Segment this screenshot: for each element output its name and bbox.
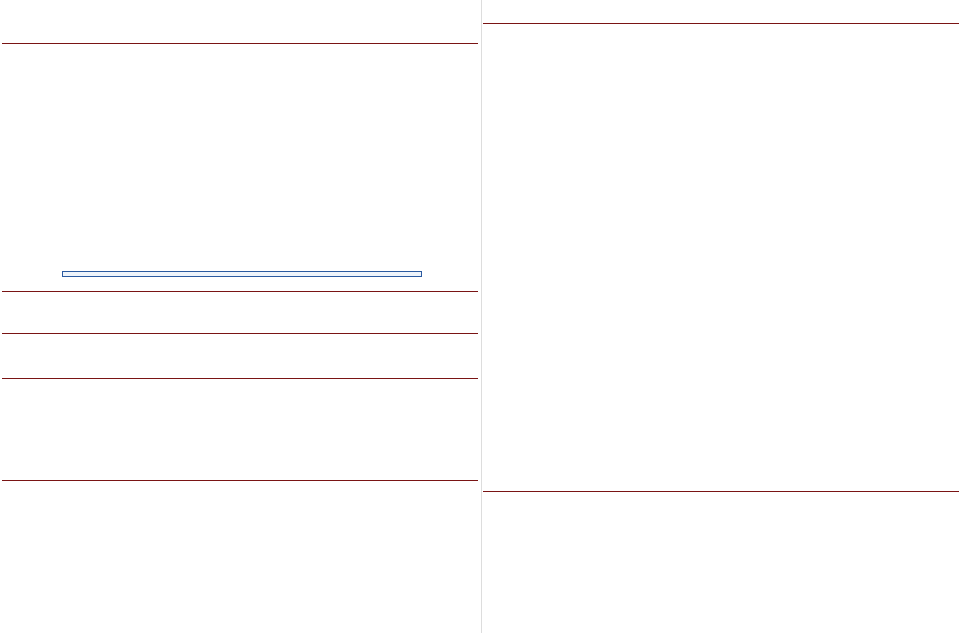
standings-cell <box>341 100 388 108</box>
review-cell <box>138 200 172 208</box>
subs-title <box>483 491 959 492</box>
standings-row <box>2 75 239 83</box>
review-cell <box>70 183 104 191</box>
review-cell <box>274 233 308 241</box>
review-cell <box>70 174 104 182</box>
review-cell <box>444 208 478 216</box>
standings-cell <box>246 117 293 125</box>
review-cell <box>104 216 138 224</box>
review-cell <box>342 191 376 199</box>
review-cell <box>138 216 172 224</box>
review-cell <box>70 216 104 224</box>
review-cell <box>444 183 478 191</box>
standings-cell <box>179 83 209 91</box>
review-cell <box>308 225 342 233</box>
review-cell <box>308 183 342 191</box>
review-cell <box>2 208 36 216</box>
review-cell <box>274 174 308 182</box>
review-cell <box>410 183 444 191</box>
review-row <box>2 208 478 216</box>
review-cell <box>36 216 70 224</box>
standings-cell <box>246 92 293 100</box>
review-cell <box>2 191 36 199</box>
review-cell <box>2 183 36 191</box>
review-cell <box>240 208 274 216</box>
standings-cell <box>293 108 340 116</box>
review-cell <box>342 174 376 182</box>
review-header-row <box>2 166 478 174</box>
standings-cell <box>246 75 293 83</box>
review-header <box>308 166 342 174</box>
review-cell <box>138 174 172 182</box>
standings-cell <box>209 100 239 108</box>
standings-cell <box>149 83 179 91</box>
review-cell <box>376 233 410 241</box>
standings-cell <box>209 92 239 100</box>
review-cell <box>376 216 410 224</box>
standings-cell <box>2 117 51 125</box>
review-cell <box>308 200 342 208</box>
standings-row <box>246 92 478 100</box>
standings-cell <box>100 117 149 125</box>
review-header <box>444 166 478 174</box>
review-header <box>138 166 172 174</box>
standings-cell <box>179 75 209 83</box>
review-cell <box>206 183 240 191</box>
standings-cell <box>51 83 100 91</box>
standings-row <box>2 92 239 100</box>
review-header <box>240 166 274 174</box>
review-cell <box>70 208 104 216</box>
review-cell <box>206 200 240 208</box>
standings-cell <box>448 66 478 74</box>
review-cell <box>70 225 104 233</box>
review-cell <box>206 216 240 224</box>
ind-high-women <box>302 305 346 329</box>
col-num <box>293 58 340 66</box>
review-cell <box>444 191 478 199</box>
review-cell <box>274 183 308 191</box>
review-cell <box>36 200 70 208</box>
review-cell <box>104 233 138 241</box>
messages-box <box>62 271 422 277</box>
standings-cell <box>209 108 239 116</box>
review-header <box>274 166 308 174</box>
standings-cell <box>293 100 340 108</box>
ind-high-entry <box>50 313 94 321</box>
standings-cell <box>100 108 149 116</box>
standings-cell <box>2 83 51 91</box>
standings-right-table <box>246 58 478 134</box>
review-cell <box>240 216 274 224</box>
review-cell <box>410 233 444 241</box>
review-cell <box>410 200 444 208</box>
review-cell <box>172 174 206 182</box>
review-cell <box>138 183 172 191</box>
review-cell <box>410 216 444 224</box>
standings-cell <box>149 125 179 133</box>
standings-cell <box>51 75 100 83</box>
standings-row <box>246 83 478 91</box>
standings-cell <box>388 75 418 83</box>
standings-cell <box>2 108 51 116</box>
review-cell <box>172 225 206 233</box>
review-cell <box>274 216 308 224</box>
standings-row <box>246 75 478 83</box>
standings-cell <box>246 83 293 91</box>
standings-row <box>246 117 478 125</box>
standings-cell <box>341 117 388 125</box>
review-row <box>2 183 478 191</box>
review-cell <box>342 225 376 233</box>
review-cell <box>308 191 342 199</box>
standings-cell <box>149 100 179 108</box>
standings-cell <box>2 100 51 108</box>
standings-cell <box>341 92 388 100</box>
standings-title <box>2 43 478 44</box>
page-1 <box>0 0 481 633</box>
review-cell <box>444 174 478 182</box>
standings-row <box>246 66 478 74</box>
standings-cell <box>51 108 100 116</box>
review-cell <box>2 225 36 233</box>
col-num <box>51 58 100 66</box>
standings-cell <box>418 108 448 116</box>
standings-cell <box>2 92 51 100</box>
standings-cell <box>418 83 448 91</box>
standings-cell <box>341 83 388 91</box>
standings-cell <box>51 100 100 108</box>
review-cell <box>410 208 444 216</box>
standings-cell <box>341 75 388 83</box>
standings-cell <box>179 125 209 133</box>
standings-cell <box>209 66 239 74</box>
standings-cell <box>246 108 293 116</box>
standings-cell <box>388 125 418 133</box>
standings-cell <box>149 75 179 83</box>
review-cell <box>36 191 70 199</box>
review-cell <box>70 200 104 208</box>
review-cell <box>138 191 172 199</box>
review-header <box>172 166 206 174</box>
review-row <box>2 216 478 224</box>
review-cell <box>274 191 308 199</box>
review-cell <box>342 200 376 208</box>
standings-cell <box>246 125 293 133</box>
standings-cell <box>418 66 448 74</box>
standings-cell <box>51 117 100 125</box>
ind-high-entry <box>302 313 346 321</box>
review-cell <box>240 183 274 191</box>
last-top-title <box>2 378 478 379</box>
standings-row <box>2 125 239 133</box>
standings-cell <box>209 83 239 91</box>
review-header <box>36 166 70 174</box>
page-2 <box>483 0 963 633</box>
standings-cell <box>179 117 209 125</box>
standings-row <box>246 108 478 116</box>
review-header <box>2 166 36 174</box>
review-row <box>2 191 478 199</box>
standings-left-table <box>2 58 239 134</box>
review-row <box>2 225 478 233</box>
standings-cell <box>388 117 418 125</box>
standings-cell <box>100 100 149 108</box>
review-header <box>70 166 104 174</box>
review-cell <box>240 233 274 241</box>
review-cell <box>172 233 206 241</box>
review-cell <box>104 200 138 208</box>
standings-cell <box>341 108 388 116</box>
standings-cell <box>388 92 418 100</box>
review-cell <box>376 191 410 199</box>
standings-row <box>2 66 239 74</box>
review-cell <box>2 233 36 241</box>
review-cell <box>308 208 342 216</box>
standings-row <box>2 83 239 91</box>
ind-high-title <box>2 291 478 292</box>
standings-row <box>2 117 239 125</box>
review-cell <box>206 174 240 182</box>
review-table <box>2 166 478 242</box>
standings-cell <box>388 100 418 108</box>
standings-cell <box>100 125 149 133</box>
review-cell <box>36 183 70 191</box>
standings-cell <box>448 83 478 91</box>
standings-cell <box>100 92 149 100</box>
standings-cell <box>388 83 418 91</box>
standings-cell <box>51 92 100 100</box>
review-cell <box>376 183 410 191</box>
lanes-title <box>2 333 478 334</box>
standings-cell <box>209 75 239 83</box>
standings-cell <box>418 117 448 125</box>
col-pins <box>448 58 478 66</box>
page-divider <box>481 0 482 633</box>
review-cell <box>342 233 376 241</box>
review-cell <box>342 208 376 216</box>
review-cell <box>104 191 138 199</box>
review-cell <box>376 200 410 208</box>
ind-high-entry <box>50 321 94 329</box>
standings-cell <box>448 125 478 133</box>
review-cell <box>376 225 410 233</box>
review-cell <box>444 200 478 208</box>
review-cell <box>444 216 478 224</box>
review-cell <box>36 233 70 241</box>
standings-row <box>2 108 239 116</box>
standings-cell <box>418 100 448 108</box>
standings-cell <box>149 117 179 125</box>
standings-cell <box>293 92 340 100</box>
review-header <box>410 166 444 174</box>
col-team <box>341 58 388 66</box>
review-cell <box>240 191 274 199</box>
col-place <box>246 58 293 66</box>
standings-cell <box>246 100 293 108</box>
review-cell <box>376 174 410 182</box>
review-cell <box>240 174 274 182</box>
ind-high-entry <box>302 321 346 329</box>
review-cell <box>172 208 206 216</box>
review-cell <box>206 191 240 199</box>
standings-cell <box>448 92 478 100</box>
review-cell <box>2 200 36 208</box>
review-cell <box>206 208 240 216</box>
standings-cell <box>149 108 179 116</box>
review-cell <box>2 174 36 182</box>
standings-cell <box>388 66 418 74</box>
review-row <box>2 174 478 182</box>
review-cell <box>36 225 70 233</box>
review-cell <box>274 200 308 208</box>
review-cell <box>2 216 36 224</box>
standings-cell <box>51 66 100 74</box>
review-cell <box>206 233 240 241</box>
standings-row <box>246 125 478 133</box>
review-cell <box>138 208 172 216</box>
review-row <box>2 200 478 208</box>
review-header <box>104 166 138 174</box>
review-cell <box>104 183 138 191</box>
review-cell <box>172 183 206 191</box>
review-cell <box>206 225 240 233</box>
standings-cell <box>293 117 340 125</box>
standings-cell <box>51 125 100 133</box>
col-lost <box>418 58 448 66</box>
standings-cell <box>179 92 209 100</box>
review-cell <box>410 225 444 233</box>
review-cell <box>410 174 444 182</box>
review-cell <box>172 191 206 199</box>
col-won <box>149 58 179 66</box>
review-cell <box>274 208 308 216</box>
review-cell <box>240 200 274 208</box>
standings-cell <box>293 83 340 91</box>
standings-cell <box>2 75 51 83</box>
review-cell <box>308 216 342 224</box>
standings-cell <box>293 66 340 74</box>
standings-cell <box>341 66 388 74</box>
col-place <box>2 58 51 66</box>
review-cell <box>70 191 104 199</box>
standings-cell <box>448 75 478 83</box>
review-cell <box>172 200 206 208</box>
col-won <box>388 58 418 66</box>
standings-cell <box>179 100 209 108</box>
standings-row <box>246 100 478 108</box>
review-cell <box>104 174 138 182</box>
review-cell <box>36 174 70 182</box>
standings-cell <box>418 92 448 100</box>
review-cell <box>308 174 342 182</box>
standings-cell <box>209 117 239 125</box>
standings-cell <box>448 100 478 108</box>
season-high-title <box>2 480 478 481</box>
standings-cell <box>2 125 51 133</box>
standings-cell <box>100 75 149 83</box>
col-lost <box>179 58 209 66</box>
standings-cell <box>2 66 51 74</box>
review-cell <box>410 191 444 199</box>
standings-cell <box>100 66 149 74</box>
standings-cell <box>418 125 448 133</box>
review-header <box>342 166 376 174</box>
standings-cell <box>246 66 293 74</box>
review-header <box>376 166 410 174</box>
standings-cell <box>209 125 239 133</box>
col-pins <box>209 58 239 66</box>
ind-high-entry <box>50 305 94 313</box>
review-cell <box>444 233 478 241</box>
standings-cell <box>293 75 340 83</box>
review-cell <box>308 233 342 241</box>
review-cell <box>172 216 206 224</box>
review-cell <box>274 225 308 233</box>
standings-cell <box>293 125 340 133</box>
standings-cell <box>149 66 179 74</box>
standings-cell <box>179 108 209 116</box>
review-cell <box>342 216 376 224</box>
standings-cell <box>179 66 209 74</box>
review-cell <box>138 225 172 233</box>
ind-high-men <box>50 305 94 329</box>
review-cell <box>36 208 70 216</box>
standings-cell <box>448 108 478 116</box>
standings-cell <box>100 83 149 91</box>
review-row <box>2 233 478 241</box>
review-cell <box>376 208 410 216</box>
ind-high-entry <box>302 305 346 313</box>
review-cell <box>104 225 138 233</box>
standings-cell <box>418 75 448 83</box>
review-cell <box>104 208 138 216</box>
col-team <box>100 58 149 66</box>
review-cell <box>342 183 376 191</box>
review-cell <box>138 233 172 241</box>
review-cell <box>70 233 104 241</box>
standings-cell <box>388 108 418 116</box>
review-cell <box>240 225 274 233</box>
review-cell <box>444 225 478 233</box>
standings-cell <box>149 92 179 100</box>
standings-cell <box>341 125 388 133</box>
rosters-title <box>483 23 959 24</box>
standings-row <box>2 100 239 108</box>
standings-cell <box>448 117 478 125</box>
review-header <box>206 166 240 174</box>
